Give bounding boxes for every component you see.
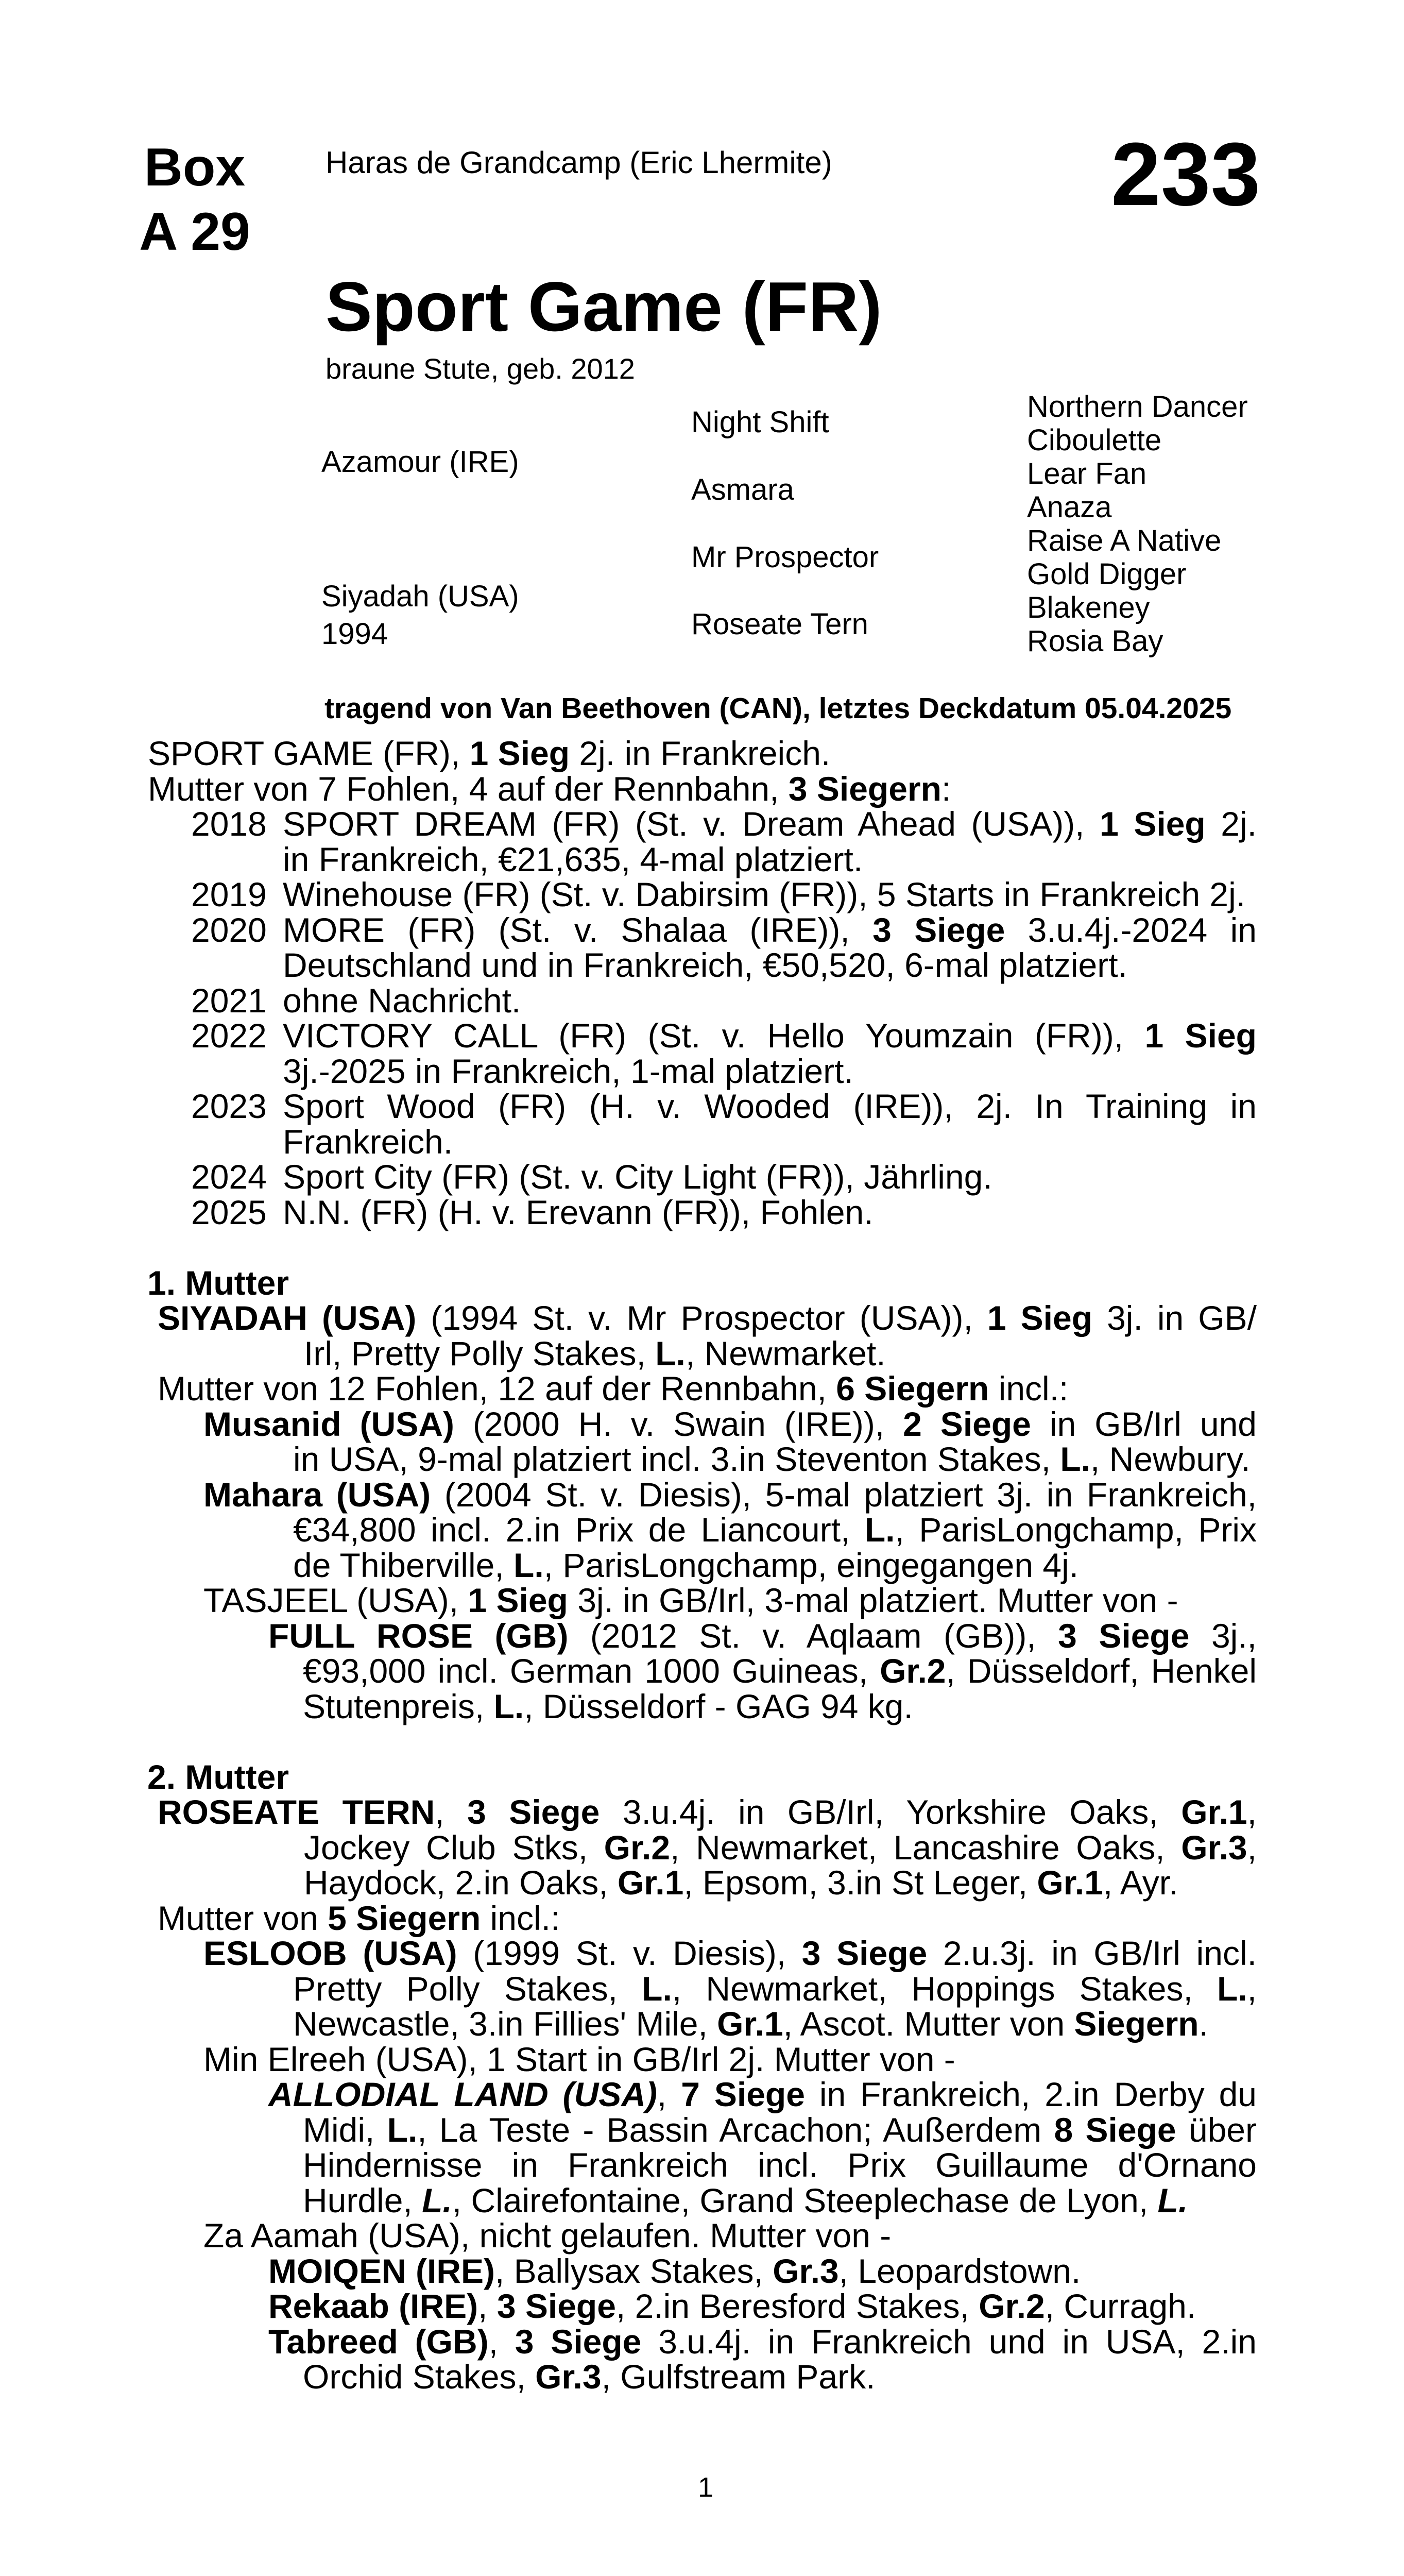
note-line	[203, 1936, 1257, 1971]
text: Midi,	[303, 2110, 387, 2149]
note-line	[191, 983, 1257, 1019]
bold-text: Gr.1	[617, 1863, 684, 1902]
text: 3.u.4j. in GB/Irl, Yorkshire Oaks,	[600, 1793, 1182, 1831]
bold-text: 8 Siege	[1054, 2110, 1176, 2149]
bold-text: 2. Mutter	[147, 1757, 289, 1796]
paragraph-foal	[0, 1477, 1404, 1583]
note-line	[158, 1901, 1257, 1936]
text: 3.u.4j. in Frankreich und in USA, 2.in	[641, 2322, 1257, 2361]
note-line	[191, 912, 1257, 948]
paragraph-grand	[0, 2077, 1404, 2218]
note-line	[304, 1865, 1257, 1901]
text: MORE (FR) (St. v. Shalaa (IRE)),	[283, 910, 873, 949]
text: VICTORY CALL (FR) (St. v. Hello Youmzain (FR)),	[283, 1016, 1145, 1055]
text: Frankreich.	[283, 1122, 453, 1161]
text: in USA, 9-mal platziert incl. 3.in Steventon Stakes,	[293, 1440, 1060, 1478]
paragraph-dam	[0, 1300, 1404, 1371]
foal-year: 2018	[191, 805, 267, 843]
pedigree-sire-sire: Night Shift	[691, 405, 829, 439]
text: , Newmarket, Lancashire Oaks,	[670, 1828, 1182, 1867]
text: (2012 St. v. Aqlaam (GB)),	[568, 1616, 1058, 1655]
text: ,	[435, 1793, 468, 1831]
bold-text: 3 Siege	[801, 1934, 928, 1972]
bold-text: 6 Siegern	[836, 1369, 989, 1408]
bold-text: MOIQEN (IRE)	[268, 2251, 495, 2290]
text: , ParisLongchamp, eingegangen 4j.	[543, 1546, 1079, 1584]
note-line	[293, 1548, 1257, 1583]
paragraph-year	[0, 1195, 1404, 1230]
page-number: 1	[697, 2472, 714, 2503]
note-line	[283, 1054, 1257, 1089]
foal-year: 2024	[191, 1158, 267, 1196]
bold-text: Gr.2	[880, 1652, 946, 1690]
bold-text: L.	[864, 1511, 895, 1549]
text: , Düsseldorf - GAG 94 kg.	[524, 1687, 913, 1725]
note-line	[304, 1336, 1257, 1371]
text: Sport Wood (FR) (H. v. Wooded (IRE)), 2j. In Training in	[283, 1087, 1257, 1125]
bold-text: 5 Siegern	[328, 1899, 481, 1937]
horse-name: Sport Game (FR)	[326, 267, 882, 346]
paragraph-blank	[0, 1230, 1404, 1265]
text: , Newmarket, Hoppings Stakes,	[672, 1969, 1217, 2008]
bold-text: Gr.2	[604, 1828, 671, 1867]
text: , ParisLongchamp, Prix	[895, 1511, 1257, 1549]
text: 3j.-2025 in Frankreich, 1-mal platziert.	[283, 1052, 853, 1090]
text: (2004 St. v. Diesis), 5-mal platziert 3j. in Frankreich,	[431, 1475, 1257, 1514]
horse-description: braune Stute, geb. 2012	[326, 352, 635, 385]
note-line	[268, 2253, 1257, 2289]
bold-italic-text: L.	[1157, 2181, 1188, 2219]
text: Pretty Polly Stakes,	[293, 1969, 642, 2008]
note-line	[303, 2147, 1257, 2183]
paragraph-year	[0, 912, 1404, 983]
text: , Düsseldorf, Henkel	[946, 1652, 1257, 1690]
bold-text: FULL ROSE (GB)	[268, 1616, 569, 1655]
text: , Leopardstown.	[838, 2251, 1081, 2290]
bold-text: L.	[513, 1546, 544, 1584]
bold-text: L.	[655, 1334, 686, 1372]
bold-text: Gr.3	[1181, 1828, 1247, 1867]
lot-number: 233	[1111, 124, 1261, 224]
pedigree-gen3: Gold Digger	[1027, 557, 1187, 591]
paragraph-lead	[0, 771, 1404, 807]
text: Irl, Pretty Polly Stakes,	[304, 1334, 656, 1372]
pedigree-gen3: Rosia Bay	[1027, 624, 1163, 658]
breeder: Haras de Grandcamp (Eric Lhermite)	[326, 145, 832, 180]
foal-year: 2023	[191, 1087, 267, 1125]
paragraph-heading	[0, 1759, 1404, 1795]
note-line	[293, 1971, 1257, 2007]
bold-text: 1 Sieg	[987, 1299, 1093, 1337]
foal-year: 2020	[191, 910, 267, 949]
bold-text: 3 Siegern	[788, 769, 941, 808]
note-line	[148, 736, 1257, 771]
text: SPORT GAME (FR),	[148, 734, 470, 772]
pedigree-gen3: Anaza	[1027, 490, 1112, 524]
bold-text: L.	[642, 1969, 672, 2008]
paragraph-year	[0, 1018, 1404, 1089]
bold-text: Rekaab (IRE)	[268, 2287, 478, 2325]
text: Hurdle,	[303, 2181, 422, 2219]
paragraph-blank	[0, 1724, 1404, 1759]
bold-text: 1. Mutter	[147, 1263, 289, 1302]
text: incl.:	[481, 1899, 560, 1937]
box-label: Box	[144, 138, 246, 197]
text: (2000 H. v. Swain (IRE)),	[454, 1404, 903, 1443]
bold-text: L.	[387, 2110, 418, 2149]
note-line	[268, 2077, 1257, 2112]
text: Mutter von 7 Fohlen, 4 auf der Rennbahn,	[148, 769, 789, 808]
bold-text: 7 Siege	[681, 2075, 805, 2113]
note-line	[191, 877, 1257, 912]
text: in Frankreich, 2.in Derby du	[804, 2075, 1257, 2113]
note-line	[283, 1124, 1257, 1160]
bold-text: L.	[1060, 1440, 1091, 1478]
foal-year: 2021	[191, 981, 267, 1020]
bold-text: 1 Sieg	[469, 734, 570, 772]
paragraph-grand	[0, 2289, 1404, 2324]
text: ,	[1247, 1828, 1257, 1867]
bold-text: Gr.2	[979, 2287, 1045, 2325]
note-line	[148, 771, 1257, 807]
note-line	[203, 2042, 1257, 2077]
bold-text: 3 Siege	[515, 2322, 642, 2361]
text: Mutter von	[158, 1899, 328, 1937]
text: Newcastle, 3.in Fillies' Mile,	[293, 2005, 717, 2043]
bold-text: Gr.3	[773, 2251, 839, 2290]
bold-text: 1 Sieg	[1144, 1016, 1257, 1055]
note-line	[203, 2218, 1257, 2253]
note-line	[191, 1195, 1257, 1230]
note-line	[191, 1018, 1257, 1054]
text: €34,800 incl. 2.in Prix de Liancourt,	[293, 1511, 865, 1549]
note-line	[191, 1159, 1257, 1195]
paragraph-note	[0, 1371, 1404, 1406]
box-number: A 29	[139, 202, 250, 262]
bold-text: ROSEATE TERN	[158, 1793, 435, 1831]
note-line	[191, 806, 1257, 842]
text: N.N. (FR) (H. v. Erevann (FR)), Fohlen.	[283, 1193, 874, 1231]
text: , Curragh.	[1045, 2287, 1196, 2325]
text: TASJEEL (USA),	[203, 1581, 468, 1619]
text: 2.u.3j. in GB/Irl incl.	[927, 1934, 1257, 1972]
text: , Ballysax Stakes,	[495, 2251, 773, 2290]
text: Hindernisse in Frankreich incl. Prix Guillaume d'Ornano	[303, 2146, 1257, 2184]
note-line	[203, 1583, 1257, 1618]
text: , Newmarket.	[685, 1334, 886, 1372]
paragraph-year	[0, 983, 1404, 1019]
bold-text: 3 Siege	[496, 2287, 616, 2325]
paragraph-grand	[0, 1618, 1404, 1724]
text: , Clairefontaine, Grand Steeplechase de Lyon,	[452, 2181, 1158, 2219]
bold-text: Mahara (USA)	[203, 1475, 431, 1514]
text: ohne Nachricht.	[283, 981, 521, 1020]
pedigree-gen3: Raise A Native	[1027, 524, 1222, 557]
text: über	[1176, 2110, 1257, 2149]
text: incl.:	[989, 1369, 1069, 1408]
bold-text: Gr.3	[535, 2358, 602, 2396]
note-line	[158, 1371, 1257, 1406]
text: Winehouse (FR) (St. v. Dabirsim (FR)), 5 Starts in Frankreich 2j.	[283, 875, 1246, 913]
note-line	[303, 1689, 1257, 1724]
text: :	[941, 769, 951, 808]
pedigree-gen3: Lear Fan	[1027, 457, 1147, 490]
foal-year: 2025	[191, 1193, 267, 1231]
pedigree-dam: Siyadah (USA)	[321, 580, 519, 613]
bold-text: Gr.1	[717, 2005, 783, 2043]
bold-text: 1 Sieg	[468, 1581, 568, 1619]
section-heading	[147, 1265, 1257, 1301]
paragraph-year	[0, 1089, 1404, 1159]
pedigree-gen3: Northern Dancer	[1027, 390, 1248, 423]
bold-text: Gr.1	[1181, 1793, 1247, 1831]
text: (1999 St. v. Diesis),	[457, 1934, 802, 1972]
note-line	[293, 2006, 1257, 2042]
paragraph-foal	[0, 2218, 1404, 2253]
bold-italic-text: L.	[422, 2181, 452, 2219]
text: ,	[478, 2287, 497, 2325]
text: , Epsom, 3.in St Leger,	[683, 1863, 1037, 1902]
covering-info: tragend von Van Beethoven (CAN), letztes Deckdatum 05.04.2025	[324, 692, 1232, 725]
text: 3j. in GB/Irl, 3-mal platziert. Mutter von -	[568, 1581, 1178, 1619]
bold-text: 1 Sieg	[1100, 805, 1206, 843]
pedigree-sire: Azamour (IRE)	[321, 445, 519, 479]
note-line	[293, 1512, 1257, 1548]
paragraph-lead	[0, 736, 1404, 771]
paragraph-foal	[0, 1936, 1404, 2042]
paragraph-heading	[0, 1265, 1404, 1301]
bold-text: Musanid (USA)	[203, 1404, 454, 1443]
paragraph-foal	[0, 1583, 1404, 1618]
bold-text: L.	[493, 1687, 524, 1725]
pedigree-gen3: Ciboulette	[1027, 423, 1162, 457]
text: in Frankreich, €21,635, 4-mal platziert.	[283, 840, 863, 878]
bold-text: 2 Siege	[903, 1404, 1031, 1443]
bold-text: ESLOOB (USA)	[203, 1934, 457, 1972]
text: , Newbury.	[1090, 1440, 1251, 1478]
bold-text: Gr.1	[1037, 1863, 1103, 1902]
text: ,	[657, 2075, 681, 2113]
note-line	[303, 2183, 1257, 2218]
text: , La Teste - Bassin Arcachon; Außerdem	[417, 2110, 1054, 2149]
pedigree-gen3: Blakeney	[1027, 591, 1150, 624]
text: , Ascot. Mutter von	[783, 2005, 1074, 2043]
note-line	[304, 1830, 1257, 1866]
pedigree-dam-dam: Roseate Tern	[691, 607, 868, 641]
foal-year: 2019	[191, 875, 267, 913]
bold-text: SIYADAH (USA)	[158, 1299, 417, 1337]
text: , Ayr.	[1103, 1863, 1178, 1902]
text: 2j.	[1205, 805, 1257, 843]
note-line	[303, 2112, 1257, 2148]
text: in GB/Irl und	[1031, 1404, 1257, 1443]
text: .	[1198, 2005, 1208, 2043]
text: (1994 St. v. Mr Prospector (USA)),	[416, 1299, 987, 1337]
paragraph-grand	[0, 2253, 1404, 2289]
section-heading	[147, 1759, 1257, 1795]
bold-text: 3 Siege	[467, 1793, 600, 1831]
text: Haydock, 2.in Oaks,	[304, 1863, 618, 1902]
text: 2j. in Frankreich.	[570, 734, 831, 772]
paragraph-grand	[0, 2324, 1404, 2395]
note-line	[283, 842, 1257, 877]
text: ,	[488, 2322, 515, 2361]
note-line	[268, 2324, 1257, 2360]
pedigree-sire-dam: Asmara	[691, 473, 794, 506]
text: Jockey Club Stks,	[304, 1828, 604, 1867]
text: ,	[1247, 1969, 1257, 2008]
paragraph-year	[0, 877, 1404, 912]
pedigree-dam-year: 1994	[321, 617, 388, 651]
text: SPORT DREAM (FR) (St. v. Dream Ahead (USA)),	[283, 805, 1100, 843]
paragraph-foal	[0, 2042, 1404, 2077]
family-notes	[0, 736, 1404, 2395]
paragraph-note	[0, 1901, 1404, 1936]
text: Deutschland und in Frankreich, €50,520, 6-mal platziert.	[283, 946, 1127, 984]
text: 3j. in GB/	[1092, 1299, 1257, 1337]
pedigree-dam-sire: Mr Prospector	[691, 540, 879, 574]
text: Mutter von 12 Fohlen, 12 auf der Rennbahn,	[158, 1369, 836, 1408]
note-line	[283, 947, 1257, 983]
note-line	[203, 1477, 1257, 1513]
bold-text: L.	[1217, 1969, 1247, 2008]
paragraph-year	[0, 806, 1404, 877]
note-line	[203, 1406, 1257, 1442]
note-line	[293, 1442, 1257, 1477]
text: 3.u.4j.-2024 in	[1005, 910, 1257, 949]
text: , 2.in Beresford Stakes,	[615, 2287, 979, 2325]
text: Sport City (FR) (St. v. City Light (FR)), Jährling.	[283, 1158, 992, 1196]
paragraph-foal	[0, 1406, 1404, 1477]
text: , Gulfstream Park.	[601, 2358, 876, 2396]
bold-text: Tabreed (GB)	[268, 2322, 489, 2361]
text: €93,000 incl. German 1000 Guineas,	[303, 1652, 880, 1690]
note-line	[158, 1300, 1257, 1336]
text: Orchid Stakes,	[303, 2358, 536, 2396]
text: Za Aamah (USA), nicht gelaufen. Mutter von -	[203, 2216, 892, 2255]
text: 3j.,	[1189, 1616, 1257, 1655]
paragraph-year	[0, 1159, 1404, 1195]
note-line	[303, 1653, 1257, 1689]
bold-italic-text: ALLODIAL LAND (USA)	[268, 2075, 657, 2113]
bold-text: 3 Siege	[1058, 1616, 1190, 1655]
paragraph-dam	[0, 1794, 1404, 1901]
note-line	[191, 1089, 1257, 1124]
text: de Thiberville,	[293, 1546, 514, 1584]
bold-text: Siegern	[1074, 2005, 1199, 2043]
note-line	[268, 2289, 1257, 2324]
note-line	[303, 2359, 1257, 2395]
text: Stutenpreis,	[303, 1687, 494, 1725]
foal-year: 2022	[191, 1016, 267, 1055]
text: ,	[1247, 1793, 1257, 1831]
text: Min Elreeh (USA), 1 Start in GB/Irl 2j. Mutter von -	[203, 2040, 955, 2078]
note-line	[158, 1794, 1257, 1830]
bold-text: 3 Siege	[872, 910, 1005, 949]
note-line	[268, 1618, 1257, 1654]
